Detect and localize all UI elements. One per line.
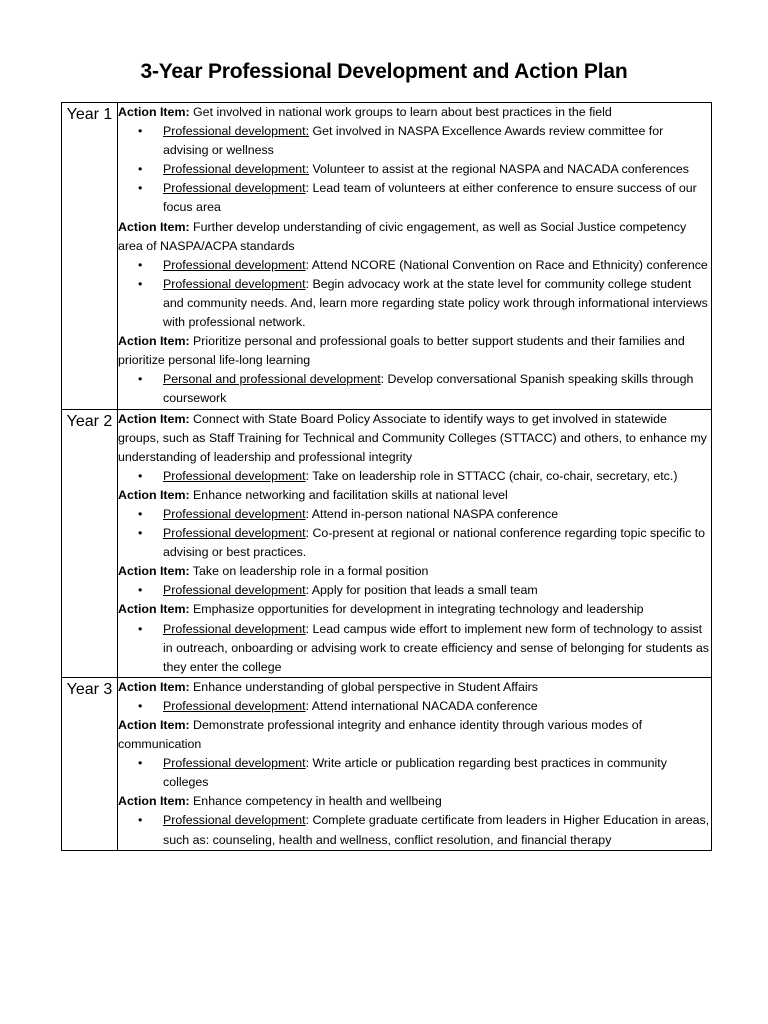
development-text: Volunteer to assist at the regional NASPA and NACADA conferences xyxy=(309,162,689,177)
plan-table xyxy=(61,102,712,851)
action-item-text: Take on leadership role in a formal position xyxy=(189,564,429,579)
year-label: Year 2 xyxy=(62,409,118,677)
list-item xyxy=(138,581,711,600)
list-item xyxy=(138,370,711,408)
action-item-prefix: Action Item: xyxy=(118,411,190,426)
development-text: : Attend international NACADA conference xyxy=(305,698,538,713)
list-item xyxy=(138,160,711,179)
action-item xyxy=(118,218,711,256)
action-item-text: Connect with State Board Policy Associate to identify ways to get involved in statewide groups, such as Staff Training for Technical and Community Colleges (STTACC) and others, to enhance my understanding of leadership and professional integrity xyxy=(118,411,707,464)
page-title: 3-Year Professional Development and Action Plan xyxy=(140,60,628,83)
list-item xyxy=(138,275,711,332)
development-label: Professional development xyxy=(163,813,306,828)
bullet-icon: • xyxy=(138,526,143,541)
list-item xyxy=(138,505,711,524)
development-label: Professional development xyxy=(163,257,306,272)
development-label: Professional development: xyxy=(163,124,310,139)
action-item-prefix: Action Item: xyxy=(118,794,190,809)
year-content xyxy=(118,103,712,410)
bullet-icon: • xyxy=(138,372,143,387)
development-label: Professional development xyxy=(163,756,306,771)
bullet-icon: • xyxy=(138,506,143,521)
development-list xyxy=(118,505,711,562)
development-label: Professional development xyxy=(163,583,306,598)
list-item xyxy=(138,122,711,160)
list-item xyxy=(138,754,711,792)
action-item-prefix: Action Item: xyxy=(118,334,190,349)
bullet-icon: • xyxy=(138,124,143,139)
year-label: Year 1 xyxy=(62,103,118,410)
action-item xyxy=(118,678,711,697)
action-item-prefix: Action Item: xyxy=(118,718,190,732)
development-text: : Begin advocacy work at the state level for community college student and community needs. And, learn more regarding state policy work through informational interviews with professional network. xyxy=(163,276,708,330)
bullet-icon: • xyxy=(138,276,143,291)
action-item xyxy=(118,410,711,467)
action-item xyxy=(118,562,711,581)
bullet-icon: • xyxy=(138,181,143,196)
development-text: : Attend in-person national NASPA conference xyxy=(305,506,559,521)
development-label: Professional development: xyxy=(163,162,310,177)
bullet-icon: • xyxy=(138,162,143,177)
list-item xyxy=(138,811,711,849)
action-item-prefix: Action Item: xyxy=(118,219,190,234)
action-item-prefix: Action Item: xyxy=(118,105,190,119)
development-label: Professional development xyxy=(163,506,306,521)
action-item xyxy=(118,332,711,370)
action-item-text: Enhance competency in health and wellbeing xyxy=(189,794,442,809)
action-item-text: Prioritize personal and professional goals to better support students and their families and prioritize personal life-long learning xyxy=(118,334,685,368)
year-label: Year 3 xyxy=(62,677,118,850)
year-row xyxy=(62,103,712,410)
development-label: Professional development xyxy=(163,181,306,196)
action-item-text: Get involved in national work groups to learn about best practices in the field xyxy=(189,105,612,119)
development-label: Professional development xyxy=(163,468,306,483)
development-label: Professional development xyxy=(163,621,306,636)
year-content xyxy=(118,409,712,677)
list-item xyxy=(138,620,711,677)
development-text: : Attend NCORE (National Convention on Race and Ethnicity) conference xyxy=(305,257,708,272)
development-list xyxy=(118,811,711,849)
development-text: : Take on leadership role in STTACC (chair, co-chair, secretary, etc.) xyxy=(305,468,678,483)
action-item-text: Enhance networking and facilitation skills at national level xyxy=(189,487,508,502)
action-item-text: Emphasize opportunities for development in integrating technology and leadership xyxy=(189,602,644,617)
list-item xyxy=(138,179,711,217)
development-label: Professional development xyxy=(163,698,306,713)
bullet-icon: • xyxy=(138,813,143,828)
action-item xyxy=(118,716,711,754)
development-label: Personal and professional development xyxy=(163,372,381,387)
development-list xyxy=(118,581,711,600)
action-item-prefix: Action Item: xyxy=(118,602,190,617)
bullet-icon: • xyxy=(138,698,143,713)
development-text: : Lead campus wide effort to implement new form of technology to assist in outreach, onboarding or advising work to create efficiency and sense of belonging for students as they enter the college xyxy=(163,621,709,674)
development-label: Professional development xyxy=(163,276,306,291)
action-item-text: Further develop understanding of civic engagement, as well as Social Justice competency area of NASPA/ACPA standards xyxy=(118,219,687,253)
action-item-prefix: Action Item: xyxy=(118,487,190,502)
action-item xyxy=(118,103,711,122)
development-text: : Complete graduate certificate from leaders in Higher Education in areas, such as: counseling, health and wellness, conflict resolution, and financial therapy xyxy=(163,813,710,847)
action-item-text: Enhance understanding of global perspective in Student Affairs xyxy=(189,679,538,694)
development-text: : Develop conversational Spanish speaking skills through coursework xyxy=(163,372,694,406)
bullet-icon: • xyxy=(138,257,143,272)
year-row xyxy=(62,677,712,850)
development-text: : Co-present at regional or national conference regarding topic specific to advising or best practices. xyxy=(163,526,706,560)
bullet-icon: • xyxy=(138,583,143,598)
development-label: Professional development xyxy=(163,526,306,541)
development-text: : Write article or publication regarding best practices in community colleges xyxy=(163,756,667,790)
list-item xyxy=(138,697,711,716)
development-list xyxy=(118,256,711,332)
development-text: : Lead team of volunteers at either conference to ensure success of our focus area xyxy=(163,181,697,215)
year-content xyxy=(118,677,712,850)
development-list xyxy=(118,467,711,486)
bullet-icon: • xyxy=(138,468,143,483)
development-list xyxy=(118,122,711,217)
action-item xyxy=(118,600,711,619)
action-item-prefix: Action Item: xyxy=(118,564,190,579)
bullet-icon: • xyxy=(138,756,143,771)
action-item xyxy=(118,792,711,811)
list-item xyxy=(138,524,711,562)
development-list xyxy=(118,697,711,716)
development-text: Get involved in NASPA Excellence Awards review committee for advising or wellness xyxy=(163,124,664,158)
list-item xyxy=(138,467,711,486)
action-item xyxy=(118,486,711,505)
list-item xyxy=(138,256,711,275)
action-item-text: Demonstrate professional integrity and enhance identity through various modes of communication xyxy=(118,718,643,752)
year-row xyxy=(62,409,712,677)
bullet-icon: • xyxy=(138,621,143,636)
development-list xyxy=(118,620,711,677)
development-list xyxy=(118,754,711,792)
development-text: : Apply for position that leads a small team xyxy=(305,583,538,598)
development-list xyxy=(118,370,711,408)
action-item-prefix: Action Item: xyxy=(118,679,190,694)
